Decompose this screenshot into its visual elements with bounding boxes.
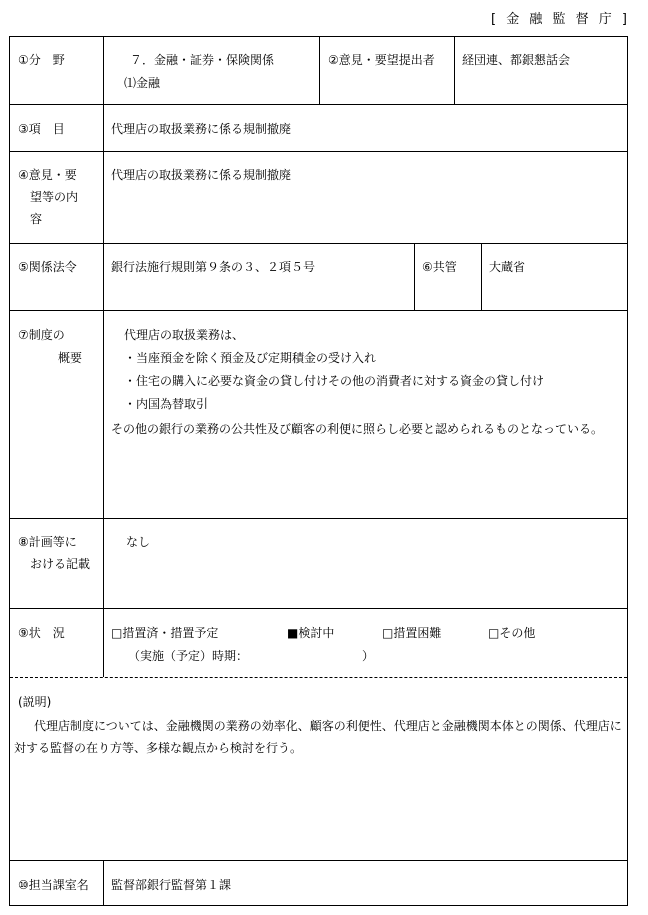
status-schedule: （実施（予定）時期： ）	[128, 649, 375, 663]
item-label: ③項 目	[18, 122, 65, 136]
plan-label-line1: ⑧計画等に	[18, 535, 77, 549]
content-label-line1: ④意見・要	[18, 168, 77, 182]
system-intro: 代理店の取扱業務は、	[124, 328, 245, 342]
law-value: 銀行法施行規則第９条の３、２項５号	[111, 260, 316, 274]
status-option-done[interactable]: □措置済・措置予定	[111, 626, 219, 640]
column-line	[414, 243, 415, 310]
requester-label: ②意見・要望提出者	[328, 53, 435, 67]
field-label: ①分 野	[18, 53, 65, 67]
status-option-other[interactable]: □その他	[488, 626, 536, 640]
label-column-line	[103, 37, 104, 677]
system-label-line1: ⑦制度の	[18, 328, 65, 342]
content-label-line2: 望等の内	[30, 190, 79, 204]
content-label-line3: 容	[30, 212, 43, 226]
agency-name: [ 金 融 監 督 庁 ]	[491, 12, 630, 27]
label-column-line	[103, 860, 104, 906]
joint-label: ⑥共管	[422, 260, 457, 274]
column-line	[319, 37, 320, 104]
status-option-difficult[interactable]: □措置困難	[382, 626, 442, 640]
status-label: ⑨状 況	[18, 626, 65, 640]
item-value: 代理店の取扱業務に係る規制撤廃	[111, 122, 292, 136]
section-label: ⑩担当課室名	[18, 878, 89, 892]
plan-value: なし	[126, 535, 151, 549]
section-value: 監督部銀行監督第１課	[111, 878, 232, 892]
explanation-body: 代理店制度については、金融機関の業務の効率化、顧客の利便性、代理店と金融機関本体との関係、代理店に対する監督の在り方等、多様な観点から検討を行う。	[14, 719, 622, 755]
content-value: 代理店の取扱業務に係る規制撤廃	[111, 168, 292, 182]
system-label-line2: 概要	[58, 351, 83, 365]
plan-label-line2: おける記載	[30, 557, 91, 571]
requester-value: 経団連、都銀懇話会	[462, 53, 571, 67]
dashed-divider	[10, 677, 627, 678]
system-item: ・内国為替取引	[124, 397, 209, 411]
system-item: ・当座預金を除く預金及び定期積金の受け入れ	[124, 351, 377, 365]
law-label: ⑤関係法令	[18, 260, 77, 274]
form-table	[9, 36, 628, 906]
system-body: その他の銀行の業務の公共性及び顧客の利便に照らし必要と認められるものとなっている。	[111, 422, 604, 436]
system-item: ・住宅の購入に必要な資金の貸し付けその他の消費者に対する資金の貸し付け	[124, 374, 545, 388]
field-value: ７．金融・証券・保険関係	[130, 53, 275, 67]
joint-value: 大蔵省	[489, 260, 526, 274]
column-line	[454, 37, 455, 104]
explanation-heading: (説明)	[18, 695, 52, 709]
field-subvalue: ⑴金融	[124, 76, 161, 90]
status-option-reviewing[interactable]: ■検討中	[287, 626, 335, 640]
column-line	[481, 243, 482, 310]
